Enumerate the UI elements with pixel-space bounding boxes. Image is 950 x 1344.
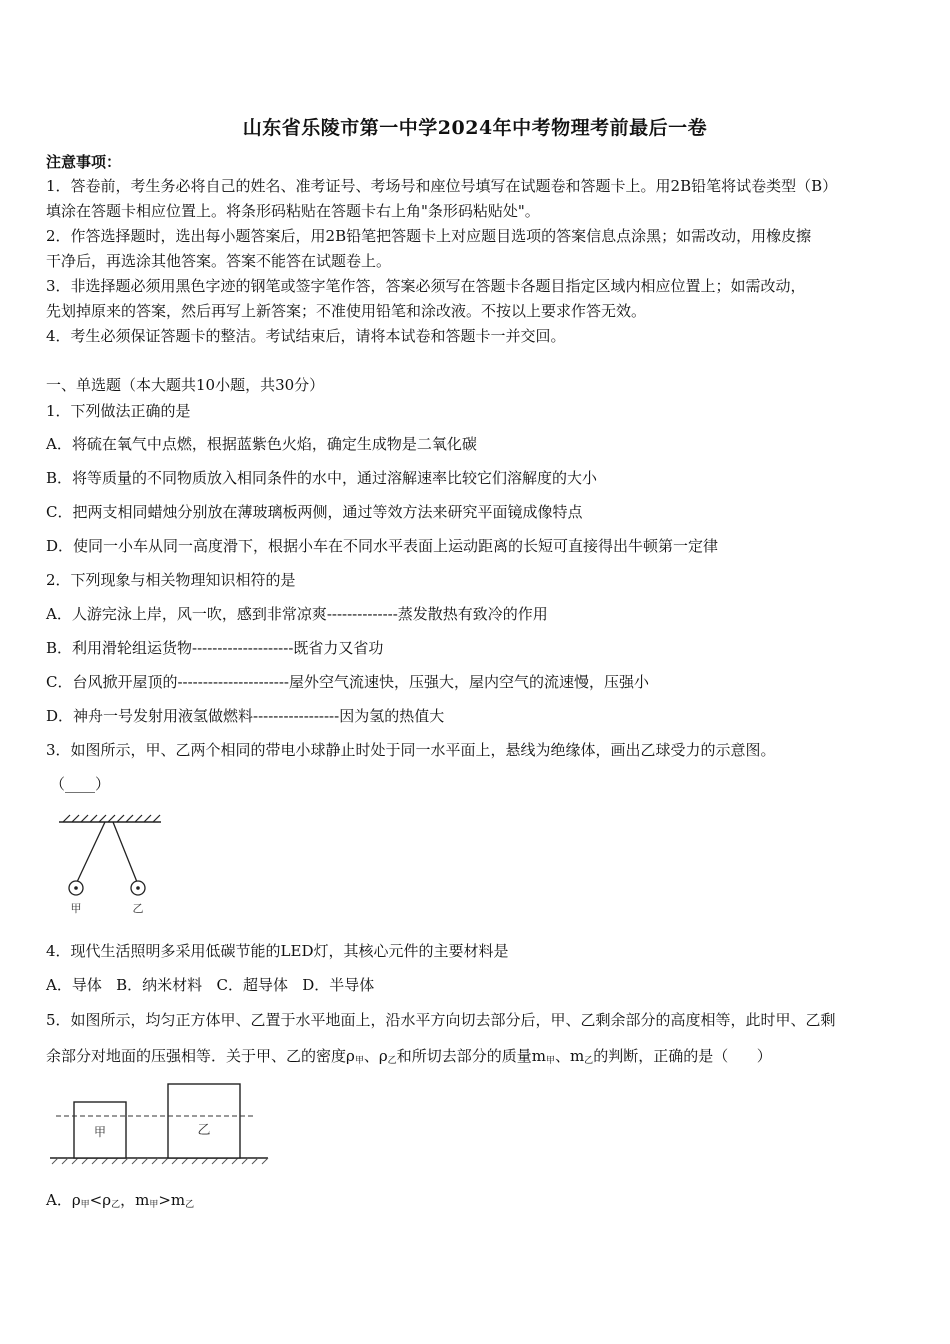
note-line: 填涂在答题卡相应位置上。将条形码粘贴在答题卡右上角"条形码粘贴处"。 xyxy=(46,202,540,220)
thread-jia xyxy=(77,822,105,882)
question-1-option-d: D．使同一小车从同一高度滑下，根据小车在不同水平表面上运动距离的长短可直接得出牛顿第一定律 xyxy=(46,537,719,555)
note-line: 干净后，再选涂其他答案。答案不能答在试题卷上。 xyxy=(46,252,392,270)
question-5-stem-line-1: 5．如图所示，均匀正方体甲、乙置于水平地面上，沿水平方向切去部分后，甲、乙剩余部分的高度相等，此时甲、乙剩 xyxy=(46,1011,836,1029)
question-3-stem: 3．如图所示，甲、乙两个相同的带电小球静止时处于同一水平面上，悬线为绝缘体，画出乙球受力的示意图。 xyxy=(46,741,776,759)
question-2-option-c: C．台风掀开屋顶的----------------------屋外空气流速快，压强大，屋内空气的流速慢，压强小 xyxy=(46,673,649,691)
note-line: 3．非选择题必须用黑色字迹的钢笔或签字笔作答，答案必须写在答题卡各题目指定区域内相应位置上；如需改动， xyxy=(46,277,806,295)
question-4-options: A．导体 B．纳米材料 C．超导体 D．半导体 xyxy=(46,976,375,994)
question-1-option-a: A．将硫在氧气中点燃，根据蓝紫色火焰，确定生成物是二氧化碳 xyxy=(46,435,477,453)
label-yi: 乙 xyxy=(132,902,144,915)
question-5-stem-line-2: 余部分对地面的压强相等．关于甲、乙的密度$\rho_甲$、$\rho_乙$和所切去部分的质量$m_甲$、$m_乙$的判断，正确的是（ ） xyxy=(46,1047,772,1066)
question-4-stem: 4．现代生活照明多采用低碳节能的LED灯，其核心元件的主要材料是 xyxy=(46,942,509,960)
charged-spheres-figure xyxy=(55,812,167,916)
note-line: 先划掉原来的答案，然后再写上新答案；不准使用铅笔和涂改液。不按以上要求作答无效。 xyxy=(46,302,647,320)
question-3-answer-blank: （____） xyxy=(50,775,111,793)
section-heading: 一、单选题（本大题共10小题，共30分） xyxy=(46,376,325,394)
question-2-stem: 2．下列现象与相关物理知识相符的是 xyxy=(46,571,296,589)
ceiling-hatching xyxy=(63,815,160,822)
thread-yi xyxy=(113,822,137,882)
label-jia: 甲 xyxy=(70,902,82,915)
note-line: 4．考生必须保证答题卡的整洁。考试结束后，请将本试卷和答题卡一并交回。 xyxy=(46,327,566,345)
label-yi: 乙 xyxy=(197,1123,211,1138)
question-2-option-b: B．利用滑轮组运货物--------------------既省力又省功 xyxy=(46,639,384,657)
page-title: 山东省乐陵市第一中学2024年中考物理考前最后一卷 xyxy=(242,117,708,139)
question-1-option-b: B．将等质量的不同物质放入相同条件的水中，通过溶解速率比较它们溶解度的大小 xyxy=(46,469,598,487)
notes-heading: 注意事项： xyxy=(46,153,122,171)
note-line: 1．答卷前，考生务必将自己的姓名、准考证号、考场号和座位号填写在试题卷和答题卡上。用2B铅笔将试卷类型（B） xyxy=(46,177,838,195)
question-2-option-d: D．神舟一号发射用液氢做燃料-----------------因为氢的热值大 xyxy=(46,707,445,725)
cubes-figure xyxy=(48,1078,273,1166)
note-line: 2．作答选择题时，选出每小题答案后，用2B铅笔把答题卡上对应题目选项的答案信息点涂黑；如需改动，用橡皮擦 xyxy=(46,227,812,245)
question-5-option-a: A．$\rho_甲<\rho_乙$，$m_甲>m_乙$ xyxy=(46,1191,195,1210)
question-1-stem: 1．下列做法正确的是 xyxy=(46,402,191,420)
ground-hatching xyxy=(52,1158,268,1164)
question-1-option-c: C．把两支相同蜡烛分别放在薄玻璃板两侧，通过等效方法来研究平面镜成像特点 xyxy=(46,503,583,521)
cube-yi xyxy=(168,1084,240,1158)
question-2-option-a: A．人游完泳上岸，风一吹，感到非常凉爽--------------蒸发散热有致冷的作用 xyxy=(46,605,548,623)
label-jia: 甲 xyxy=(93,1125,107,1139)
